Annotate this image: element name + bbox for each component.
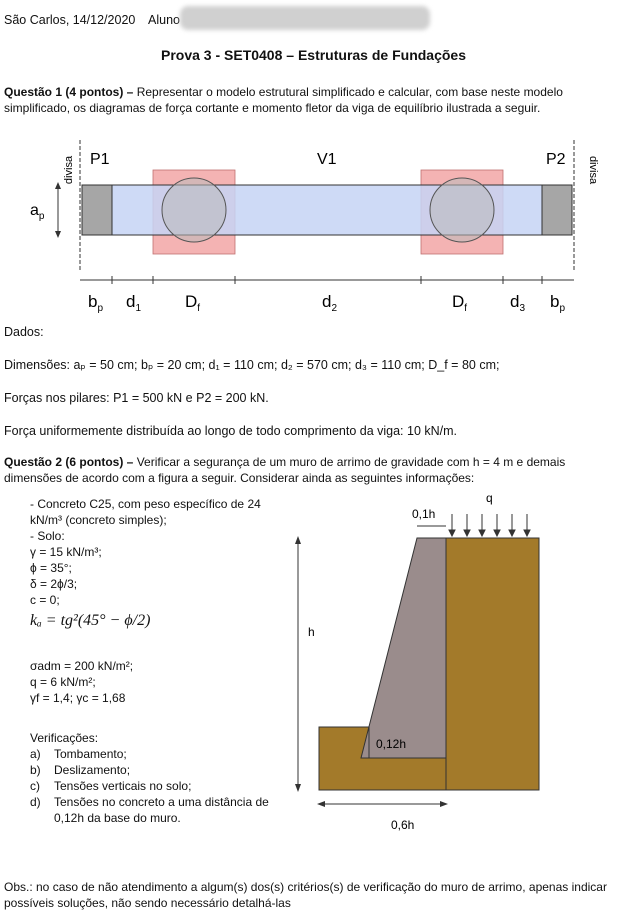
pile-right [430, 178, 494, 242]
label-p1: P1 [90, 151, 110, 168]
sigma-adm: σadm = 200 kN/m²; [30, 659, 134, 673]
q-load-arrows [449, 514, 530, 536]
q2-heading: Questão 2 (6 pontos) – [4, 455, 134, 469]
dim-df-right: $D_f$ [452, 292, 468, 314]
label-ap: $a_p$ [30, 202, 45, 222]
q-load: q = 6 kN/m²; [30, 675, 96, 689]
info-line: γ = 15 kN/m³; [30, 545, 102, 559]
retaining-wall-diagram [290, 490, 550, 835]
info-line: - Concreto C25, com peso específico de 24 [30, 497, 261, 511]
verif-label: Verificações: [30, 731, 99, 745]
q1-dimensions: Dimensões: aₚ = 50 cm; bₚ = 20 cm; d₁ = 110 cm; d₂ = 570 cm; d₃ = 110 cm; D_f = 80 cm; [4, 358, 500, 372]
verifications [30, 730, 288, 826]
gamma-factors: γf = 1,4; γc = 1,68 [30, 691, 126, 705]
observation-note: Obs.: no caso de não atendimento a algum(s) dos(s) critérios(s) de verificação do muro de arrimo, apenas indicar possíveis soluções, não sendo necessário detalhá-las [4, 880, 607, 910]
q1-text: Representar o modelo estrutural simplificado e calcular, com base neste modelo simplificado, os diagramas de força cortante e momento fletor da viga de equilíbrio ilustrada a seguir. [4, 85, 563, 115]
place-date: São Carlos, 14/12/2020 [4, 13, 136, 27]
divisa-label-right: divisa [587, 155, 599, 185]
q1-statement [4, 85, 622, 116]
dim-bp-right: $b_p$ [550, 292, 566, 314]
info-line: kN/m³ (concreto simples); [30, 513, 167, 527]
pillar-p2 [542, 185, 572, 235]
q1-distributed-load: Força uniformemente distribuída ao longo de todo comprimento da viga: 10 kN/m. [4, 424, 458, 438]
q2-info [30, 496, 290, 608]
label-h: h [308, 625, 315, 639]
dim-d2: $d_2$ [322, 292, 338, 314]
info-line: ϕ = 35°; [30, 561, 72, 575]
info-line: - Solo: [30, 529, 65, 543]
label-p2: P2 [546, 151, 566, 168]
dados-label: Dados: [4, 325, 44, 339]
pillar-p1 [82, 185, 112, 235]
label-top-width: 0,1h [412, 507, 436, 521]
label-q: q [486, 491, 493, 505]
check-item: a) Tombamento; [30, 747, 127, 761]
dim-d3: $d_3$ [510, 292, 526, 314]
dim-df-left: $D_f$ [185, 292, 201, 314]
info-line: c = 0; [30, 593, 60, 607]
label-step: 0,12h [376, 737, 407, 751]
label-v1: V1 [317, 151, 337, 168]
label-base: 0,6h [391, 818, 415, 832]
dim-labels [88, 292, 565, 314]
q2-statement [4, 455, 622, 486]
wall-stem [361, 538, 446, 758]
q2-text: Verificar a segurança de um muro de arrimo de gravidade com h = 4 m e demais dimensões de acordo com a figura a seguir. Considerar ainda as seguintes informações: [4, 455, 566, 485]
exam-title: Prova 3 - SET0408 – Estruturas de Fundações [160, 47, 466, 63]
check-item: d) Tensões no concreto a uma distância de [30, 795, 269, 809]
check-item: c) Tensões verticais no solo; [30, 779, 192, 793]
ka-formula: kₐ = tg²(45° − ϕ/2) [30, 612, 151, 629]
dim-d1: $d_1$ [126, 292, 142, 314]
check-item: b) Deslizamento; [30, 763, 131, 777]
divisa-label-left: divisa [63, 155, 75, 185]
dim-bp-left: $b_p$ [88, 292, 104, 314]
redacted-name [180, 6, 430, 30]
q1-forces: Forças nos pilares: P1 = 500 kN e P2 = 200 kN. [4, 391, 269, 405]
pile-left [162, 178, 226, 242]
soil-backfill [446, 538, 539, 790]
info-line: δ = 2ϕ/3; [30, 577, 78, 591]
q2-params [30, 658, 133, 706]
student-label: Aluno [148, 13, 180, 27]
q1-heading: Questão 1 (4 pontos) – [4, 85, 134, 99]
check-item: 0,12h da base do muro. [54, 811, 181, 825]
beam-diagram [0, 130, 627, 325]
